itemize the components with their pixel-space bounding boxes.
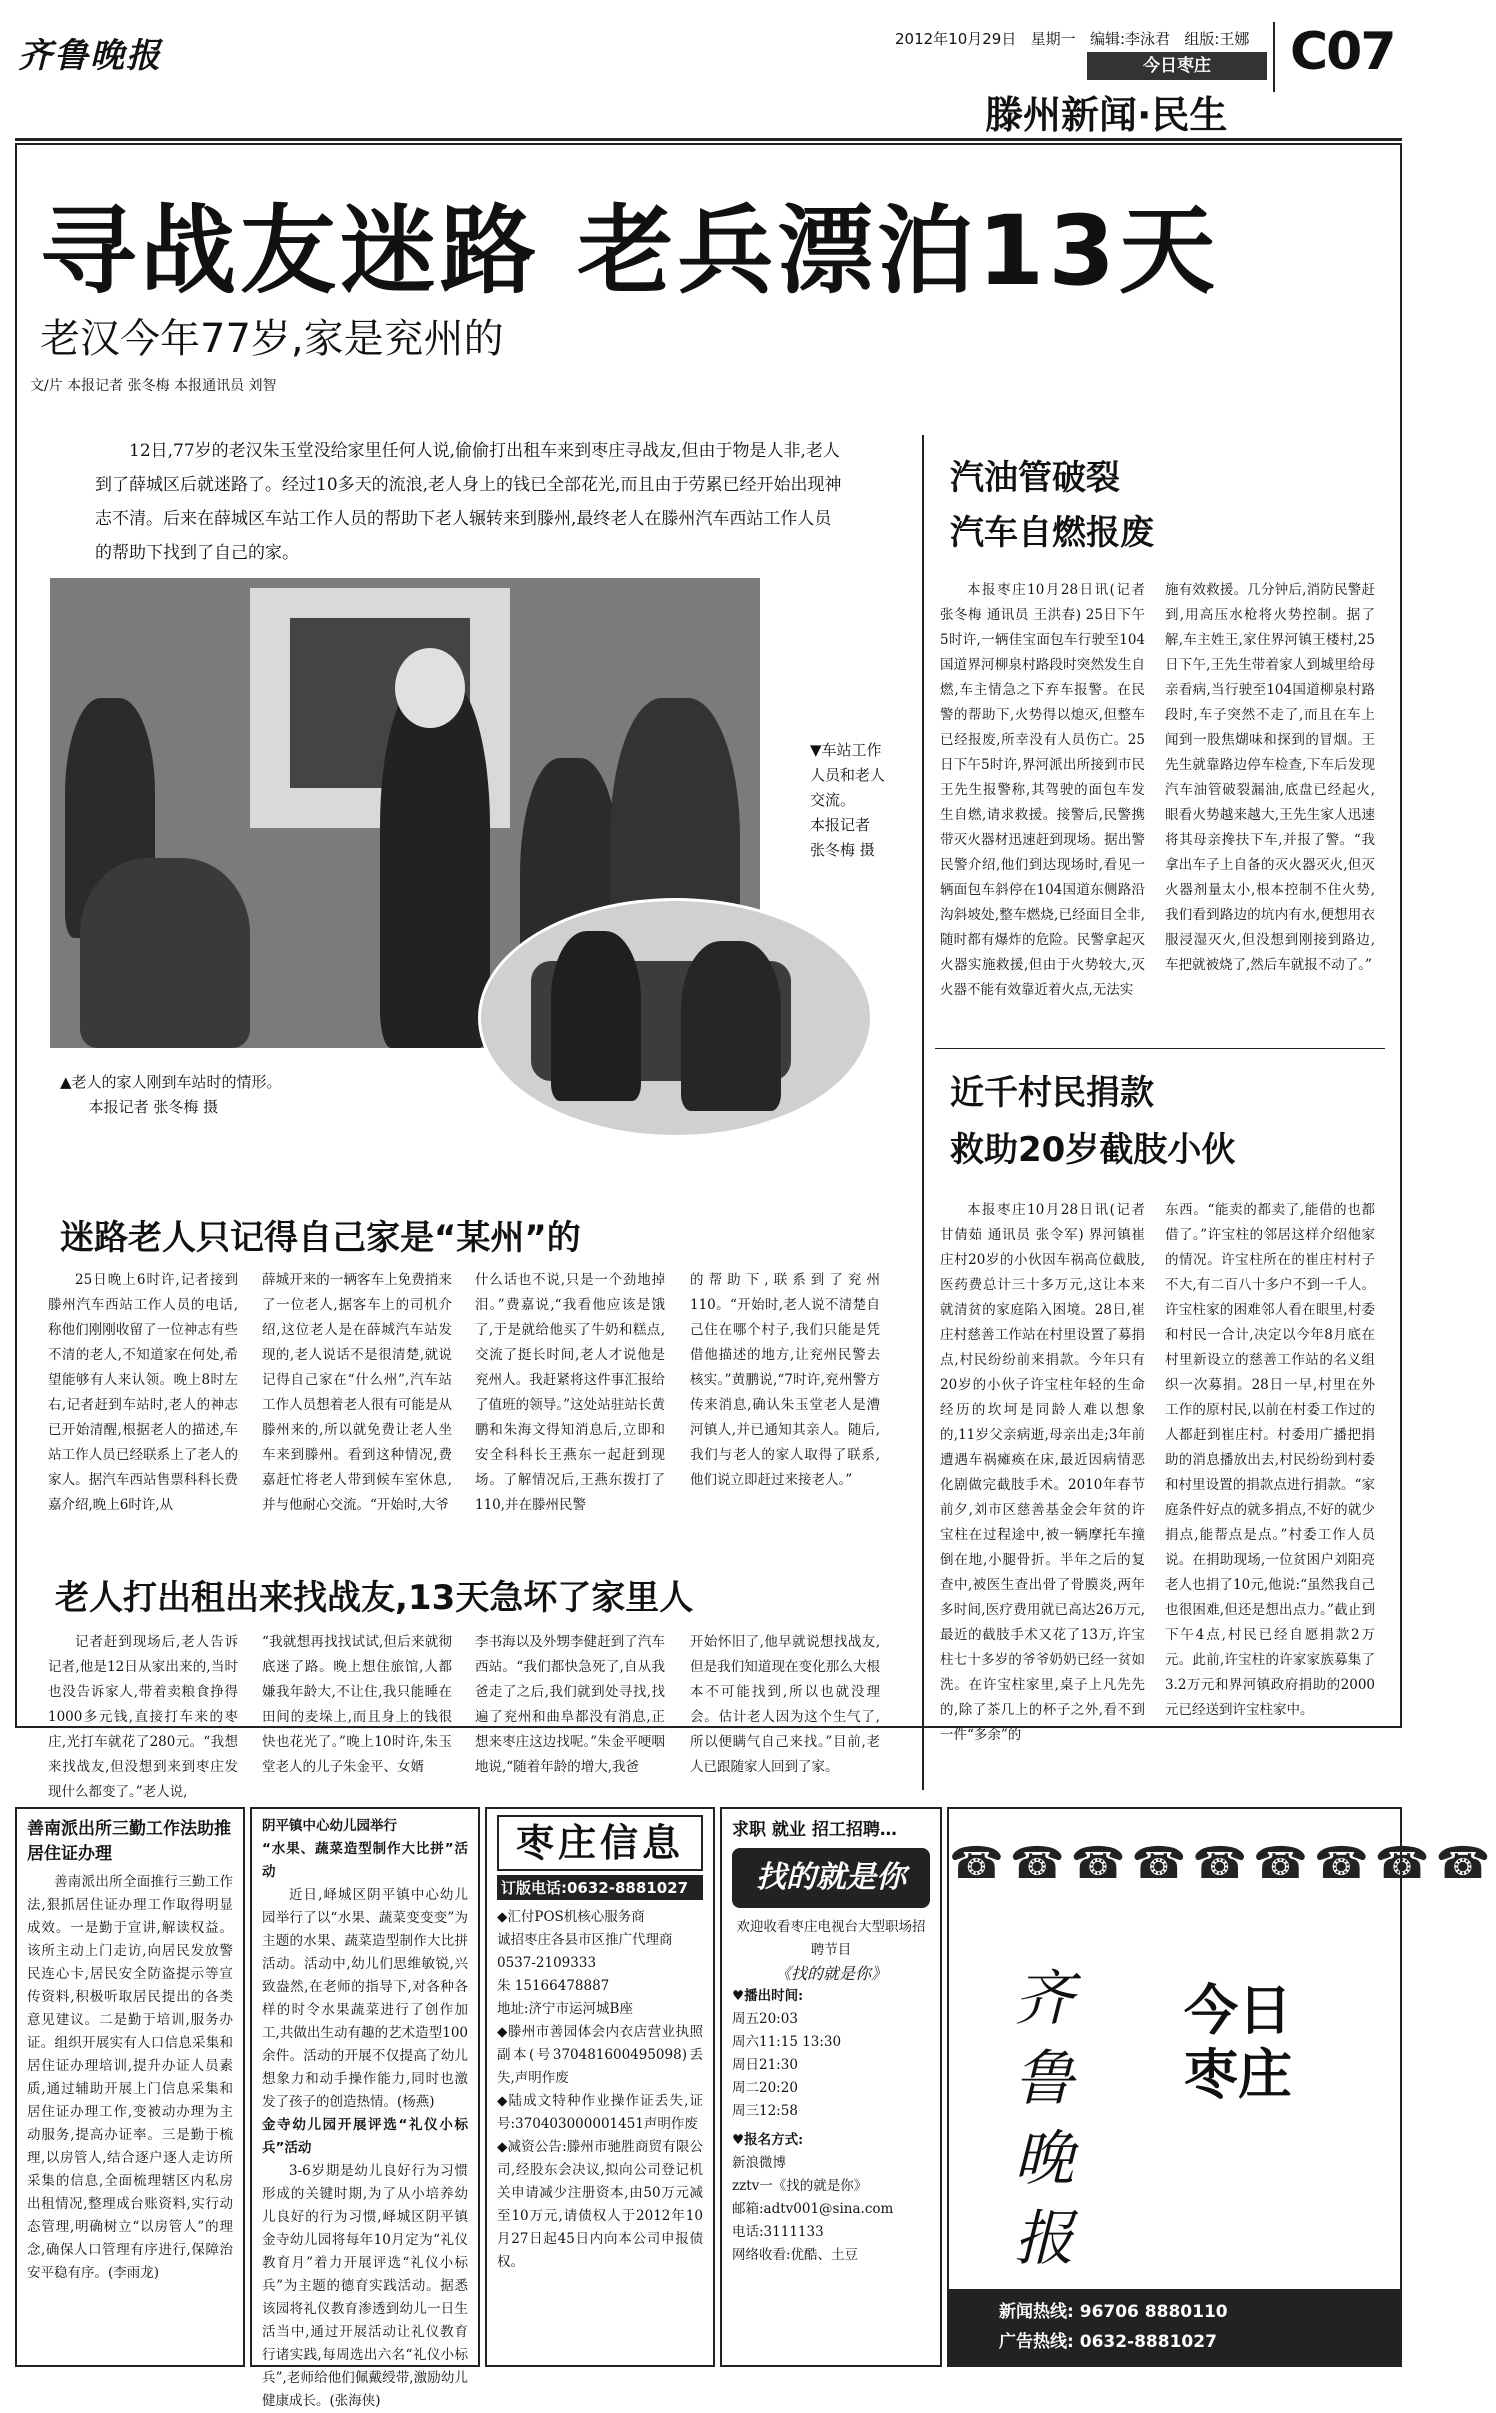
sub1-column-4: 的帮助下,联系到了兖州110。“开始时,老人说不清楚自己住在哪个村子,我们只能是凭借他描述的地方,让兖州民警去核实。”黄鹏说,“7时许,兖州警方传来消息,确认朱玉堂老人是漕河镇人,并已通知其亲人。随后,我们与老人的家人取得了联系,他们说立即赶过来接老人。” [690, 1272, 880, 1488]
side-story-1-column-2: 施有效救援。几分钟后,消防民警赶到,用高压水枪将火势控制。据了解,车主姓王,家住界河镇王楼村,25日下午,王先生带着家人到城里给母亲看病,当行驶至104国道柳泉村路段时,车子突然不走了,而且在车上闻到一股焦煳味和探到的冒烟。王先生就靠路边停车检查,下车后发现汽车油管破裂漏油,底盘已经起火,眼看火势越来越大,王先生家人迅速将其母亲搀扶下车,并报了警。“我拿出车子上自备的灭火器灭火,但灭火器剂量太小,根本控制不住火势,我们看到路边的坑内有水,便想用衣服浸湿灭火,但没想到刚接到路边,车把就被烧了,然后车就报不动了。” [1165, 582, 1375, 973]
ad-info-item: 地址:济宁市运河城B座 [497, 2001, 633, 2017]
ad-kindergarten [250, 1807, 480, 2409]
ad-kg-title: 阴平镇中心幼儿园举行 [262, 1818, 397, 1834]
main-lead-paragraph: 12日,77岁的老汉朱玉堂没给家里任何人说,偷偷打出租车来到枣庄寻战友,但由于物是人非,老人到了薛城区后就迷路了。经过10多天的流浪,老人身上的钱已全部花光,而且由于劳累已经开始出现神志不清。后来在薛城区车站工作人员的帮助下老人辗转来到滕州,最终老人在滕州汽车西站工作人员的帮助下找到了自己的家。 [95, 441, 842, 563]
issue-weekday: 星期一 [1030, 30, 1076, 48]
sub2-column-1: 记者赶到现场后,老人告诉记者,他是12日从家出来的,当时也没告诉家人,带着卖粮食挣得1000多元钱,直接打车来的枣庄,光打车就花了280元。“我想来找战友,但没想到来到枣庄发现什么都变了。”老人说, [48, 1634, 238, 1800]
ad-promo-hotlines: 新闻热线: 96706 8880110 广告热线: 0632-8881027 [949, 2289, 1400, 2365]
sub1-column-1: 25日晚上6时许,记者接到滕州汽车西站工作人员的电话,称他们刚刚收留了一位神志有些不清的老人,不知道家在何处,希望能够有人来认领。晚上8时左右,记者赶到车站时,老人的神志已开始清醒,根据老人的描述,车站工作人员已经联系上了老人的家人。据汽车西站售票科科长费嘉介绍,晚上6时许,从 [48, 1272, 238, 1513]
ad-tv-show-name: 《找的就是你》 [774, 1964, 887, 1983]
ad-info-item: ◆滕州市善园体会内衣店营业执照副本(号370481600495098)丢失,声明作废 [497, 2024, 703, 2086]
ad-info-phone-bar: 订版电话:0632-8881027 [497, 1875, 703, 1900]
layout-credit: 组版:王娜 [1184, 30, 1250, 48]
ad-newspaper-promo [947, 1807, 1496, 2367]
ad-tv-signup: 电话:3111133 [732, 2224, 824, 2240]
side-story-2-column-2: 东西。“能卖的都卖了,能借的也都借了。”许宝柱的邻居这样介绍他家的情况。许宝柱所在的崔庄村村子不大,有二百八十多户不到一千人。许宝柱家的困难邻人看在眼里,村委和村民一合计,决定以今年8月底在村里新设立的慈善工作站的名义组织一次募捐。28日一早,村里在外工作的原村民,以前在村委工作过的人都赶到崔庄村。村委用广播把捐助的消息播放出去,村民纷纷到村委和村里设置的捐款点进行捐款。“家庭条件好点的就多捐点,不好的就少捐点,能帮点是点。”村委工作人员说。在捐助现场,一位贫困户刘阳亮老人也捐了10元,他说:“虽然我自己也很困难,但还是想出点力。”截止到下午4点,村民已经自愿捐款2万元。此前,许宝柱的许家家族募集了3.2万元和界河镇政府捐助的2000元已经送到许宝柱家中。 [1165, 1202, 1375, 1718]
ad-info-item: ◆汇付POS机核心服务商 [497, 1909, 645, 1925]
page-number: C07 [1290, 22, 1395, 82]
photo-elder-conversation [478, 898, 873, 1138]
sub1-column-2: 薛城开来的一辆客车上免费捎来了一位老人,据客车上的司机介绍,这位老人是在薛城汽车站发现的,老人说话不是很清楚,就说记得自己家在“什么州”,汽车站工作人员想着老人很有可能是从滕州来的,所以就免费让老人坐车来到滕州。看到这种情况,费嘉赶忙将老人带到候车室休息,并与他耐心交流。“开始时,大爷 [262, 1272, 452, 1513]
ad-kg-text-2: 3-6岁期是幼儿良好行为习惯形成的关键时期,为了从小培养幼儿良好的行为习惯,峄城区阴平镇金寺幼儿园将每年10月定为“礼仪教育月”着力开展评选“礼仪小标兵”为主题的德育实践活动。据悉该园将礼仪教育渗透到幼儿一日生活当中,通过开展活动让礼仪教育行诸实践,每周选出六名“礼仪小标兵”,老师给他们佩戴绶带,激励幼儿健康成长。(张海侠) [262, 2163, 468, 2409]
section-title: 滕州新闻·民生 [985, 93, 1228, 137]
subheading-1: 迷路老人只记得自己家是“某州”的 [60, 1218, 581, 1258]
ad-police-text: 善南派出所全面推行三勤工作法,狠抓居住证办理工作取得明显成效。一是勤于宣讲,解读权益。该所主动上门走访,向居民发放警民连心卡,居民安全防盗提示等宣传资料,积极听取居民提出的各类意见建议。二是勤于培训,服务办证。组织开展实有人口信息采集和居住证办理培训,提升办证人员素质,通过辅助开展上门信息采集和居住证办理工作,变被动办理为主动服务,提高办证率。三是勤于梳理,以房管人,结合逐户逐人走访所采集的信息,全面梳理辖区内私房出租情况,整理成台账资料,实行动态管理,明确树立“以房管人”的理念,确保人口管理有序进行,保障治安平稳有序。(李雨龙) [27, 1874, 233, 2281]
section-tag: 今日枣庄 [1087, 52, 1267, 80]
ad-promo-slogan: 今日枣庄 [1184, 1979, 1292, 2106]
ad-tv-time: 周六11:15 13:30 [732, 2034, 842, 2050]
side-story-1-column-1: 本报枣庄10月28日讯(记者 张冬梅 通讯员 王洪春) 25日下午5时许,一辆佳宝面包车行驶至104国道界河柳泉村路段时突然发生自燃,车主情急之下弃车报警。在民警的帮助下,火势得以熄灭,但整车已经报废,所幸没有人员伤亡。25日下午5时许,界河派出所接到市民王先生报警称,其驾驶的面包车发生自燃,请求救援。接警后,民警携带灭火器材迅速赶到现场。据出警民警介绍,他们到达现场时,看见一辆面包车斜停在104国道东侧路沿沟斜坡处,整车燃烧,已经面目全非,随时都有爆炸的危险。民警拿起灭火器实施救援,但由于火势较大,灭火器不能有效靠近着火点,无法实 [940, 582, 1145, 998]
side-story-2-title-line1: 近千村民捐款 [950, 1073, 1154, 1113]
ad-police-station [15, 1807, 245, 2367]
ad-tv-signup: zztv一《找的就是你》 [732, 2178, 868, 2194]
main-subheadline: 老汉今年77岁,家是兖州的 [40, 316, 504, 362]
sub2-column-3: 李书海以及外甥李健赶到了汽车西站。“我们都快急死了,自从我爸走了之后,我们就到处寻找,找遍了兖州和曲阜都没有消息,正想来枣庄这边找呢。”朱金平哽咽地说,“随着年龄的增大,我爸 [475, 1634, 665, 1775]
ad-tv-signup: 邮箱:adtv001@sina.com [732, 2201, 894, 2217]
side-story-2-title-line2: 救助20岁截肢小伙 [950, 1130, 1236, 1170]
newspaper-logo: 齐鲁晚报 [18, 36, 162, 76]
editor-credit: 编辑:李泳君 [1090, 30, 1171, 48]
ad-tv-signup-label: ♥报名方式: [732, 2132, 804, 2148]
side-story-divider [935, 1048, 1385, 1049]
ad-tv-show-logo: 找的就是你 [732, 1848, 930, 1908]
ad-tv-time: 周三12:58 [732, 2103, 798, 2119]
main-headline: 寻战友迷路 老兵漂泊13天 [40, 195, 1220, 307]
ad-zaozhuang-info [485, 1807, 715, 2367]
issue-date: 2012年10月29日 [895, 30, 1017, 48]
ad-tv-time: 周二20:20 [732, 2080, 798, 2096]
header-rule [15, 138, 1402, 141]
side-story-2-column-1: 本报枣庄10月28日讯(记者 甘倩茹 通讯员 张令军) 界河镇崔庄村20岁的小伙因车祸高位截肢,医药费总计三十多万元,这让本来就清贫的家庭陷入困境。28日,崔庄村慈善工作站在村里设置了募捐点,村民纷纷前来捐款。今年只有20岁的小伙子许宝柱年轻的生命经历的坎坷是同龄人难以想象的,11岁父亲病逝,母亲出走;3年前遭遇车祸瘫痪在床,最近因病情恶化剧做完截肢手术。2010年春节前夕,刘市区慈善基金会年贫的许宝柱在过程途中,被一辆摩托车撞倒在地,小腿骨折。半年之后的复查中,被医生查出骨了骨膜炎,两年多时间,医疗费用就已高达26万元,最近的截肢手术又花了13万,许宝柱七十多岁的爷爷奶奶已经一贫如洗。在许宝柱家里,桌子上凡先先的,除了茶几上的杯子之外,看不到一件“多余”的 [940, 1202, 1145, 1743]
ad-promo-logo: 齐鲁晚报 [1014, 1964, 1074, 2274]
ad-tv-time: 周日21:30 [732, 2057, 798, 2073]
header-divider [1273, 22, 1275, 92]
column-divider [922, 435, 924, 1790]
ad-info-title: 枣庄信息 [497, 1815, 703, 1871]
publication-info [895, 28, 1249, 49]
ad-tv-time: 周五20:03 [732, 2011, 798, 2027]
sub2-column-4: 开始怀旧了,他早就说想找战友,但是我们知道现在变化那么大根本不可能找到,所以也就没理会。估计老人因为这个生气了,所以便瞒气自己来找。”目前,老人已跟随家人回到了家。 [690, 1634, 880, 1775]
sub1-column-3: 什么话也不说,只是一个劲地掉泪。”费嘉说,“我看他应该是饿了,于是就给他买了牛奶和糕点,交流了挺长时间,老人才说他是兖州人。我赶紧将这件事汇报给了值班的领导。”这处站驻站长黄鹏和朱海文得知消息后,立即和安全科科长王燕东一起赶到现场。了解情况后,王燕东拨打了110,并在滕州民警 [475, 1272, 665, 1513]
ad-tv-recruitment [720, 1807, 942, 2367]
photo-caption-left: ▲老人的家人刚到车站时的情形。 本报记者 张冬梅 摄 [60, 1073, 282, 1116]
main-byline: 文/片 本报记者 张冬梅 本报通讯员 刘智 [30, 378, 277, 394]
ad-kg-text: 近日,峄城区阴平镇中心幼儿园举行了以“水果、蔬菜变变变”为主题的水果、蔬菜造型制作大比拼活动。活动中,幼儿们思维敏锐,兴致盎然,在老师的指导下,对各种各样的时令水果蔬菜进行了创作加工,共做出生动有趣的艺术造型100余件。活动的开展不仅提高了幼儿想象力和动手操作能力,同时也激发了孩子的创造热情。(杨燕) [262, 1887, 468, 2110]
sub2-column-2: “我就想再找找试试,但后来就彻底迷了路。晚上想住旅馆,人都嫌我年龄大,不让住,我只能睡在田间的麦垛上,而且身上的钱很快也花光了。”晚上10时许,朱玉堂老人的儿子朱金平、女婿 [262, 1634, 452, 1775]
side-story-1-title-line1: 汽油管破裂 [950, 458, 1120, 498]
subheading-2: 老人打出租出来找战友,13天急坏了家里人 [55, 1578, 694, 1618]
ad-tv-times-label: ♥播出时间: [732, 1988, 804, 2004]
ad-police-title: 善南派出所三勤工作法助推居住证办理 [27, 1819, 231, 1864]
ad-info-item: ◆减资公告:滕州市驰胜商贸有限公司,经股东会决议,拟向公司登记机关申请减少注册资本,由50万元减至10万元,请债权人于2012年10月27日起45日内向本公司申报债权。 [497, 2139, 703, 2270]
photo-caption-right: ▼车站工作人员和老人交流。 本报记者 张冬梅 摄 [810, 741, 886, 859]
ad-info-item: 朱 15166478887 [497, 1978, 610, 1994]
telephone-icon-row: ☎☎☎☎☎☎☎☎☎ [949, 1838, 1496, 1889]
side-story-1-title-line2: 汽车自燃报废 [950, 513, 1154, 553]
ad-tv-top-line: 求职 就业 招工招聘… [732, 1820, 897, 1840]
ad-info-item: 诚招枣庄各县市区推广代理商 [497, 1932, 673, 1948]
ad-info-item: ◆陆成文特种作业操作证丢失,证号:370403000001451声明作废 [497, 2093, 703, 2132]
ad-tv-intro: 欢迎收看枣庄电视台大型职场招聘节目 [736, 1919, 926, 1958]
ad-info-item: 0537-2109333 [497, 1955, 597, 1971]
ad-tv-signup: 新浪微博 [732, 2155, 786, 2171]
ad-tv-signup: 网络收看:优酷、土豆 [732, 2247, 859, 2263]
ad-kg-subtitle-2: 金寺幼儿园开展评选“礼仪小标兵”活动 [262, 2117, 468, 2156]
ad-kg-subtitle: “水果、蔬菜造型制作大比拼”活动 [262, 1841, 468, 1880]
